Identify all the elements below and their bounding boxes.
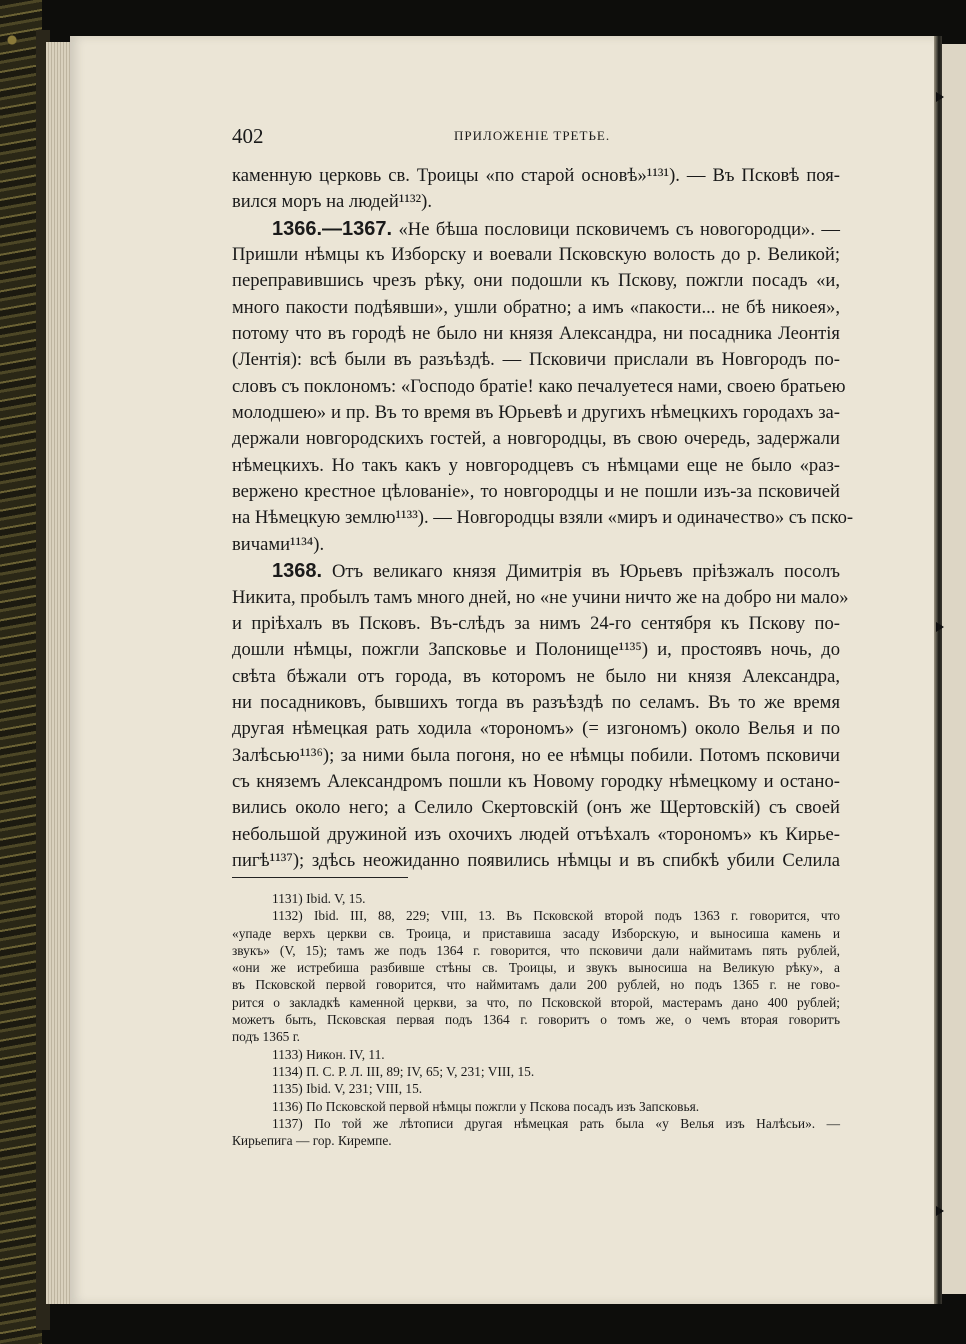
line-text: словъ съ поклономъ: «Господо братіе! како печалуетеся нами, своею братьею (232, 375, 846, 397)
text-line (232, 347, 840, 373)
line-text: молодшею» и пр. Въ то время въ Юрьевѣ и другихъ нѣмецкихъ городахъ за- (232, 402, 840, 424)
text-line (232, 242, 840, 268)
footnote-line: 1133) Никон. IV, 11. (272, 1046, 385, 1062)
line-text: на Нѣмецкую землю¹¹³³). — Новгородцы взяли «миръ и одиначество» съ пско- (232, 507, 854, 529)
line-text: (Лентія): всѣ были въ разъѣздѣ. — Псковичи прислали въ Новгородъ по- (232, 349, 840, 371)
line-text: «Не бѣша пословици псковичемъ съ новогородци». — (392, 218, 840, 240)
text-line (232, 453, 840, 479)
text-line (232, 585, 849, 611)
text-line (232, 743, 840, 769)
text-line (232, 795, 840, 821)
text-line (232, 426, 840, 452)
text-line (232, 189, 840, 215)
line-text: держали новгородскихъ гостей, а новгородцы, въ свою очередь, задержали (232, 428, 840, 450)
footnote-line: 1132) Ibid. III, 88, 229; VIII, 13. Въ Псковской второй подъ 1363 г. говорится, что (272, 908, 840, 924)
footnotes (232, 890, 840, 1149)
footnote-line: въ Псковской первой говорится, что наймитамъ дали 200 рублей, но подъ 1365 г. не гово- (232, 977, 840, 993)
text-line (232, 532, 840, 558)
text-line (232, 216, 840, 242)
running-title: ПРИЛОЖЕНІЕ ТРЕТЬЕ. (454, 128, 611, 143)
text-line (232, 611, 840, 637)
text-line (232, 479, 840, 505)
text-line (232, 268, 840, 294)
line-text: ни посадниковъ, бывшихъ тогда въ разъѣздѣ по селамъ. Въ то же время (232, 691, 840, 713)
footnote-line: 1135) Ibid. V, 231; VIII, 15. (272, 1081, 423, 1097)
footnote-line: «упаде верхъ церкви св. Троица, и приставиша засаду Изборскую, и выносиша камень и (232, 925, 840, 941)
footnote-line: 1136) По Псковской первой нѣмцы пожгли у Пскова посадъ изъ Запсковья. (272, 1098, 700, 1114)
footnote-line: Кирьепига — гор. Киремпе. (232, 1133, 392, 1149)
text-line (232, 848, 840, 874)
line-text: Пришли нѣмцы къ Изборску и воевали Псковскую волость до р. Великой; (232, 244, 840, 266)
page-number: 402 (232, 124, 264, 148)
footnote-rule (232, 877, 408, 878)
line-text: нѣмецкихъ. Но такъ какъ у новгородцевъ съ нѣмцами еще не было «раз- (232, 454, 840, 476)
page-marker-arrow (936, 622, 944, 632)
text-line (232, 505, 854, 531)
line-text: вержено крестное цѣлованіе», то новгородцы и не пошли изъ-за псковичей (232, 481, 840, 503)
line-text: вился моръ на людей¹¹³²). (232, 191, 432, 213)
line-text: много пакости подѣявши», ушли обратно; а имъ «пакости... не бѣ никоея», (232, 296, 840, 318)
line-text: вились около него; а Селило Скертовскій (онъ же Щертовскій) съ своей (232, 797, 840, 819)
text-line (232, 769, 840, 795)
text-line (232, 321, 840, 347)
line-text: Отъ великаго князя Димитрія въ Юрьевъ пріѣзжалъ посолъ (322, 561, 840, 583)
footnote-line: можетъ быть, Псковская первая подъ 1364 г. говоритъ о томъ же, о чемъ вторая говоритъ (232, 1012, 840, 1028)
footnote-line: 1137) По той же лѣтописи другая нѣмецкая рать была «у Велья изъ Налѣсьи». — (272, 1115, 840, 1131)
line-text: съ княземъ Александромъ пошли къ Новому городку нѣмецкому и остано- (232, 770, 840, 792)
text-line (232, 822, 840, 848)
text-line (232, 400, 840, 426)
text-line (232, 163, 840, 189)
footnote-line: рится о закладкѣ каменной церкви, за что, по Псковской второй, мастерамъ дано 400 рублей; (232, 994, 840, 1010)
spine-shadow (934, 36, 942, 1304)
page-header (232, 124, 840, 154)
text-line (232, 558, 840, 584)
line-text: Залѣсью¹¹³⁶); за ними была погоня, но ее нѣмцы побили. Потомъ псковичи (232, 744, 840, 766)
line-text: другая нѣмецкая рать ходила «торономъ» (= изгономъ) около Велья и по (232, 718, 840, 740)
line-text: переправившись чрезъ рѣку, они подошли къ Пскову, пожгли посадъ «и, (232, 270, 840, 292)
text-line (232, 295, 840, 321)
text-line (232, 690, 840, 716)
line-text: пигѣ¹¹³⁷); здѣсь неожиданно появились нѣмцы и въ спибкѣ убили Селила (232, 849, 840, 871)
text-line (232, 716, 840, 742)
page-marker-arrow (936, 1206, 944, 1216)
text-line (232, 374, 846, 400)
line-text: и пріѣхалъ въ Псковъ. Въ-слѣдъ за нимъ 24-го сентября къ Пскову по- (232, 612, 840, 634)
line-text: свѣта бѣжали отъ города, въ которомъ не было ни князя Александра, (232, 665, 840, 687)
line-text: каменную церковь св. Троицы «по старой основѣ»¹¹³¹). — Въ Псковѣ поя- (232, 165, 840, 186)
footnote-line: подъ 1365 г. (232, 1029, 301, 1045)
line-text: Никита, пробылъ тамъ много дней, но «не учини ничто же на добро ни мало» (232, 586, 849, 608)
facing-page-edge (940, 44, 966, 1294)
line-text: потому что въ городѣ не было ни князя Александра, ни посадника Леонтія (232, 323, 840, 345)
text-line (232, 637, 840, 663)
line-text: небольшой дружиной изъ охочихъ людей отъѣхалъ «торономъ» къ Кирье- (232, 823, 840, 845)
footnote-line: 1131) Ibid. V, 15. (272, 891, 366, 906)
year-heading: 1366.—1367. (272, 217, 393, 240)
page-marker-arrow (936, 92, 944, 102)
footnote-line: 1134) П. С. Р. Л. III, 89; IV, 65; V, 231; VIII, 15. (272, 1063, 535, 1079)
line-text: дошли нѣмцы, пожгли Запсковье и Полонище¹¹³⁵) и, простоявъ ночь, до (232, 639, 840, 661)
footnote-line: звукъ» (V, 15); тамъ же подъ 1364 г. говорится, что псковичи дали наймитамъ пять рублей, (232, 942, 840, 958)
body-text (232, 163, 854, 874)
footnote-line: «они же истребиша разбивше стѣны св. Троицы, и звукъ выносиша на Великую рѣку», а (232, 960, 840, 976)
text-line (232, 664, 840, 690)
line-text: вичами¹¹³⁴). (232, 533, 325, 555)
year-heading: 1368. (272, 560, 323, 583)
